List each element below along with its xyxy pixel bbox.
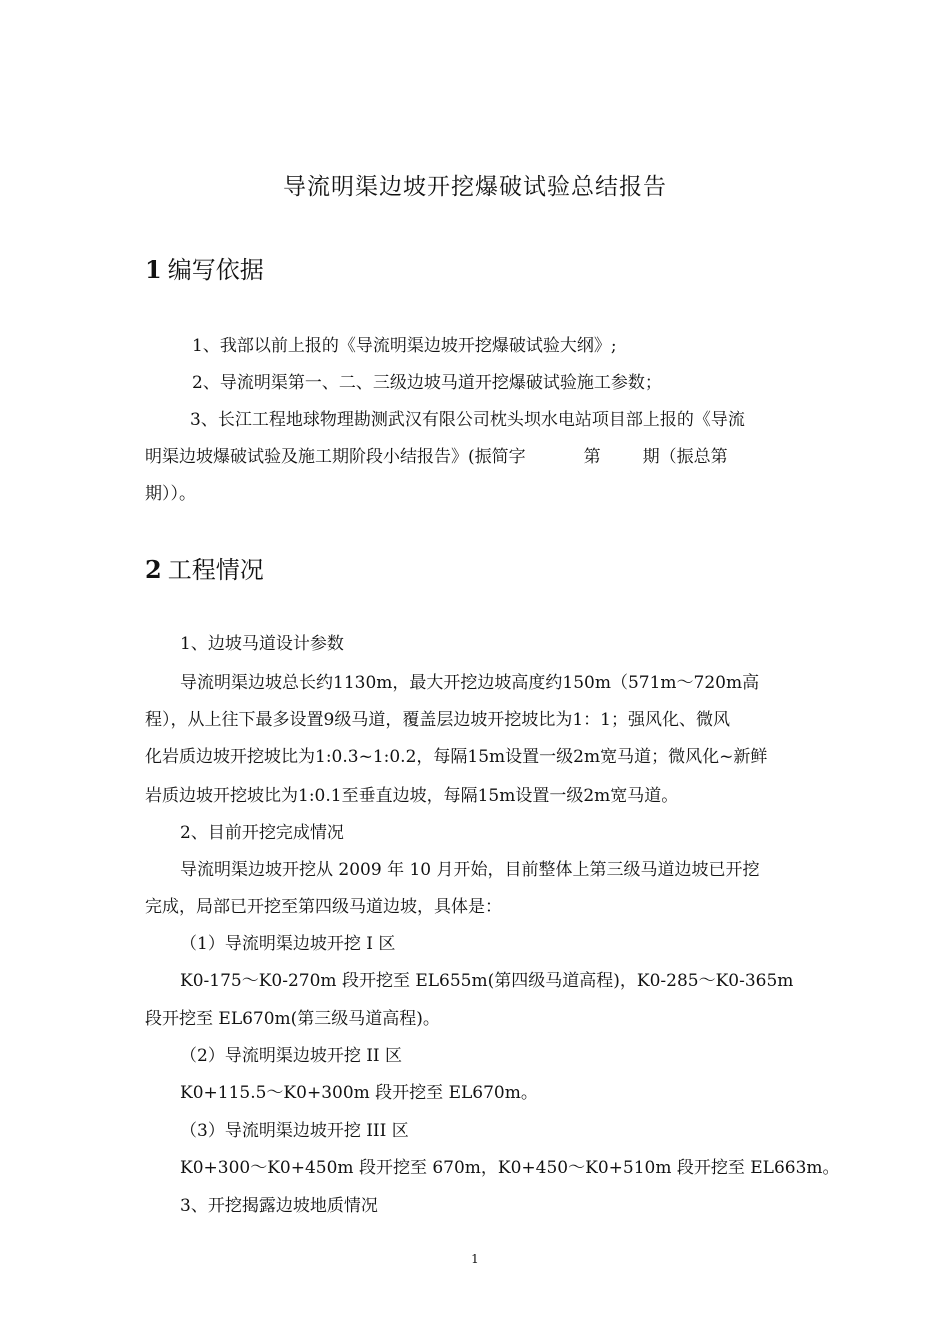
section-2-number: 2 — [145, 555, 162, 584]
page-number: 1 — [471, 1252, 479, 1266]
paragraph-line: 段开挖至 EL670m(第三级马道高程)。 — [145, 1009, 440, 1029]
section-1-heading — [145, 250, 264, 285]
subsection-heading: 2、目前开挖完成情况 — [180, 823, 344, 843]
paragraph-line: 岩质边坡开挖坡比为1:0.1至垂直边坡，每隔15m设置一级2m宽马道。 — [145, 786, 679, 806]
paragraph-line: K0+115.5～K0+300m 段开挖至 EL670m。 — [180, 1083, 538, 1103]
paragraph-line: K0-175～K0-270m 段开挖至 EL655m(第四级马道高程)，K0-285～K0-365m — [180, 971, 794, 991]
section-2-title: 工程情况 — [167, 556, 264, 584]
section-1-number: 1 — [145, 255, 162, 284]
document-title: 导流明渠边坡开挖爆破试验总结报告 — [283, 174, 667, 200]
basis-item-3-end: 期））。 — [145, 484, 196, 504]
zone-heading-2: （2）导流明渠边坡开挖 II 区 — [180, 1046, 403, 1066]
paragraph-line: K0+300～K0+450m 段开挖至 670m，K0+450～K0+510m 段开挖至 EL663m。 — [180, 1158, 840, 1178]
basis-item-3-di: 第 — [583, 447, 601, 467]
basis-item-2: 2、导流明渠第一、二、三级边坡马道开挖爆破试验施工参数； — [192, 373, 662, 393]
paragraph-line: 完成，局部已开挖至第四级马道边坡，具体是： — [145, 897, 502, 917]
basis-item-1: 1、我部以前上报的《导流明渠边坡开挖爆破试验大纲》; — [192, 336, 617, 356]
paragraph-line: 程），从上往下最多设置9级马道，覆盖层边坡开挖坡比为1：1；强风化、微风 — [145, 710, 730, 730]
basis-item-3-cont — [145, 446, 728, 468]
basis-item-3-text: 明渠边坡爆破试验及施工期阶段小结报告》(振简字 — [145, 447, 526, 467]
subsection-heading: 1、边坡马道设计参数 — [180, 634, 344, 654]
paragraph-line: 导流明渠边坡总长约1130m，最大开挖边坡高度约150m（571m～720m高 — [180, 673, 760, 693]
zone-heading-1: （1）导流明渠边坡开挖 I 区 — [180, 934, 396, 954]
zone-heading-3: （3）导流明渠边坡开挖 III 区 — [180, 1121, 409, 1141]
paragraph-line: 导流明渠边坡开挖从 2009 年 10 月开始，目前整体上第三级马道边坡已开挖 — [180, 860, 760, 880]
paragraph-line: 化岩质边坡开挖坡比为1:0.3~1:0.2，每隔15m设置一级2m宽马道；微风化~新鲜 — [145, 747, 768, 767]
basis-item-3: 3、长江工程地球物理勘测武汉有限公司枕头坝水电站项目部上报的《导流 — [190, 410, 745, 430]
basis-item-3-qi: 期（振总第 — [642, 447, 728, 467]
section-2-heading — [145, 550, 264, 585]
subsection-heading: 3、开挖揭露边坡地质情况 — [180, 1196, 378, 1216]
section-1-title: 编写依据 — [167, 256, 264, 284]
